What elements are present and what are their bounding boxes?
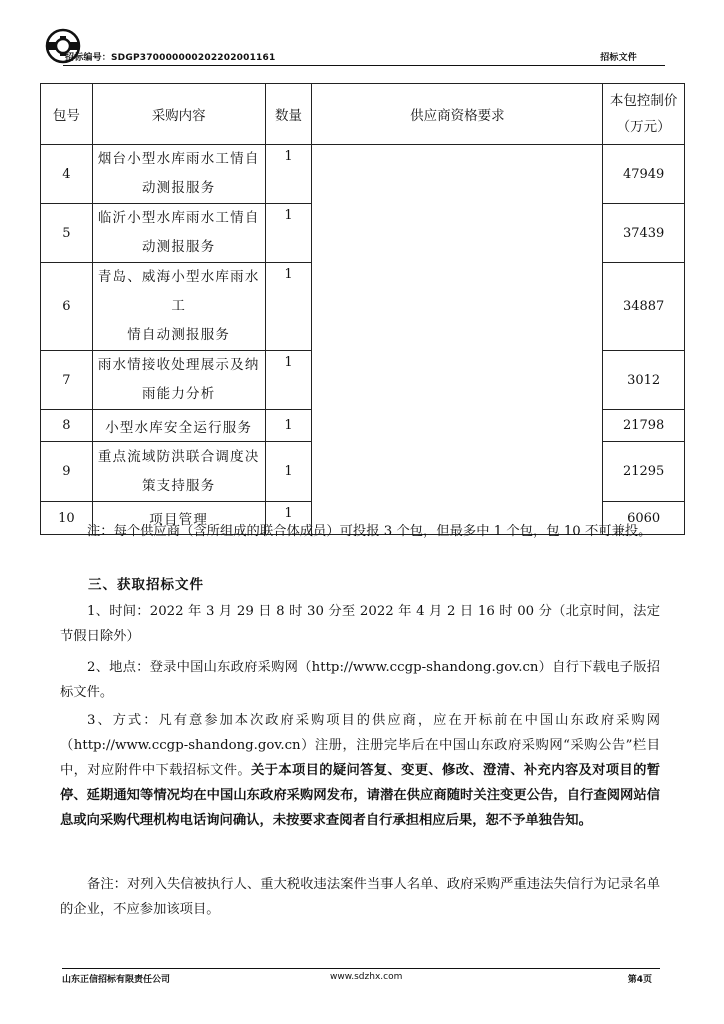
- header-package-no: 包号: [41, 84, 93, 145]
- row-qty: 1: [265, 502, 312, 535]
- row-no: 8: [41, 410, 93, 442]
- row-no: 9: [41, 442, 93, 502]
- row-qty: 1: [265, 263, 312, 351]
- row-price: 3012: [603, 351, 685, 410]
- header-price: [603, 84, 685, 145]
- row-qty: 1: [265, 351, 312, 410]
- row-qty: 1: [265, 410, 312, 442]
- row-content: [92, 145, 265, 204]
- footer-company: 山东正信招标有限责任公司: [62, 975, 171, 985]
- footer-page-number: 第4页: [627, 975, 652, 985]
- row-price: 21295: [603, 442, 685, 502]
- row-no: 5: [41, 204, 93, 263]
- method-paragraph: [60, 708, 660, 833]
- row-qty: 1: [265, 145, 312, 204]
- row-content: [92, 351, 265, 410]
- row-content-line2: 情自动测报服务: [127, 327, 231, 343]
- row-no: 7: [41, 351, 93, 410]
- page-header: [45, 28, 665, 68]
- header-qty: 数量: [265, 84, 312, 145]
- row-content-line2: 动测报服务: [141, 239, 216, 255]
- row-content: [92, 204, 265, 263]
- footer-rule: [62, 968, 660, 969]
- row-no: 4: [41, 145, 93, 204]
- header-rule: [63, 65, 665, 66]
- footer-website: www.sdzhx.com: [330, 972, 403, 982]
- row-content-line1: 临沂小型水库雨水工情自: [97, 210, 260, 226]
- row-content: [92, 442, 265, 502]
- row-content-line1: 重点流域防洪联合调度决: [97, 448, 260, 465]
- row-no: 6: [41, 263, 93, 351]
- row-qty: 1: [265, 204, 312, 263]
- header-requirements: 供应商资格要求: [312, 84, 603, 145]
- row-content-line2: 雨能力分析: [141, 386, 216, 402]
- row-content: 项目管理: [92, 502, 265, 535]
- location-paragraph: 2、地点：登录中国山东政府采购网（http://www.ccgp-shandong.gov.cn）自行下载电子版招标文件。: [60, 660, 660, 700]
- row-content-line2: 动测报服务: [141, 180, 216, 196]
- package-note: 注：每个供应商（含所组成的联合体成员）可投报 3 个包，但最多中 1 个包，包 10 不可兼投。: [87, 524, 652, 539]
- row-price: 34887: [603, 263, 685, 351]
- doc-type: 招标文件: [600, 53, 637, 63]
- row-no: 10: [41, 502, 93, 535]
- row-content: 小型水库安全运行服务: [92, 410, 265, 442]
- header-price-line2: （万元）: [616, 119, 671, 135]
- row-price: 6060: [603, 502, 685, 535]
- package-table: [40, 83, 685, 535]
- row-content-line1: 青岛、威海小型水库雨水工: [97, 269, 260, 314]
- header-price-line1: 本包控制价: [609, 93, 678, 109]
- row-content-line1: 雨水情接收处理展示及纳: [97, 357, 260, 373]
- table-row: [41, 145, 685, 204]
- header-content: 采购内容: [92, 84, 265, 145]
- time-paragraph: 1、时间：2022 年 3 月 29 日 8 时 30 分至 2022 年 4 月 2 日 16 时 00 分（北京时间，法定节假日除外）: [60, 604, 660, 644]
- table-header-row: [41, 84, 685, 145]
- row-content: [92, 263, 265, 351]
- tender-code: 招标编号：SDGP370000000202202001161: [65, 53, 276, 63]
- row-qty: 1: [265, 442, 312, 502]
- method-text: 3、方式：凡有意参加本次政府采购项目的供应商，应在开标前在中国山东政府采购网（http://www.ccgp-shandong.gov.cn）注册，注册完毕后在中国山东政府采购网“采购公告”栏目中，对应附件中下载招标文件。: [60, 713, 660, 778]
- remark-paragraph: 备注：对列入失信被执行人、重大税收违法案件当事人名单、政府采购严重违法失信行为记录名单的企业，不应参加该项目。: [60, 877, 660, 917]
- row-content-line2: 策支持服务: [141, 477, 216, 494]
- row-price: 47949: [603, 145, 685, 204]
- row-price: 21798: [603, 410, 685, 442]
- row-price: 37439: [603, 204, 685, 263]
- requirements-cell: [312, 145, 603, 535]
- method-notice-bold: 关于本项目的疑问答复、变更、修改、澄清、补充内容及对项目的暂停、延期通知等情况均在中国山东政府采购网发布，请潜在供应商随时关注变更公告，自行查阅网站信息或向采购代理机构电话询问确认，未按要求查阅者自行承担相应后果，恕不予单独告知。: [60, 763, 661, 828]
- section-title: 三、获取招标文件: [88, 577, 204, 593]
- row-content-line1: 烟台小型水库雨水工情自: [97, 151, 260, 167]
